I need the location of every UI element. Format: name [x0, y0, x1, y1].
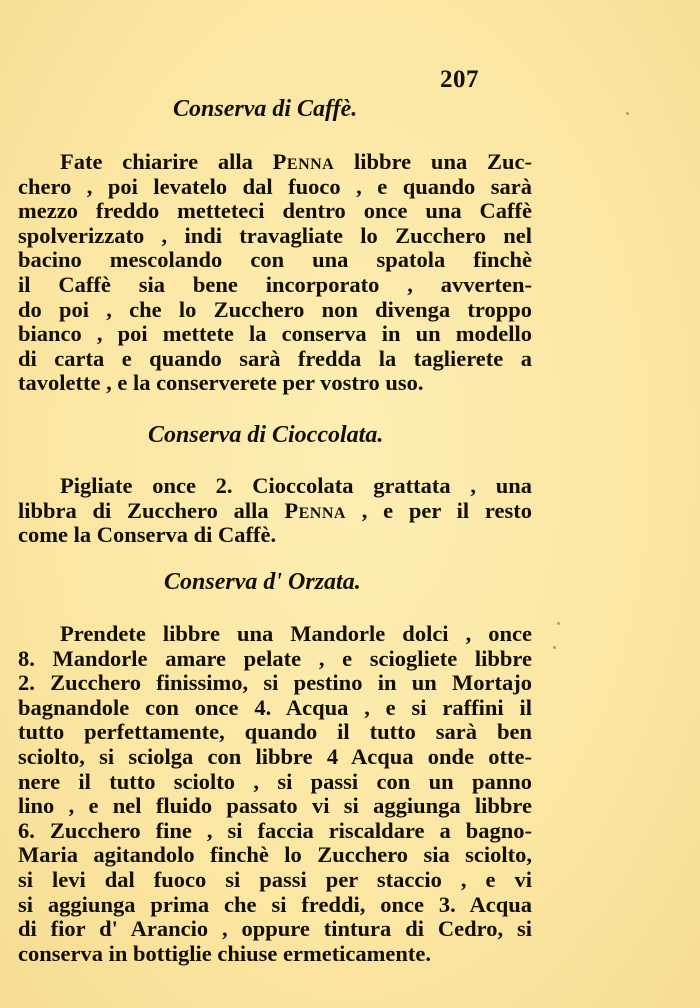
- text-segment: 2. Zucchero finissimo, si pestino in un Mortajo: [18, 671, 532, 696]
- text-segment: lino , e nel fluido passato vi si aggiunga libbre: [18, 794, 532, 819]
- text-line: [18, 647, 532, 672]
- text-segment: sciolto, si sciolga con libbre 4 Acqua onde otte-: [18, 744, 532, 769]
- text-segment: Maria agitandolo finchè lo Zucchero sia sciolto,: [18, 843, 532, 868]
- section-heading-caffe: Conserva di Caffè.: [173, 96, 358, 122]
- text-line: [18, 868, 532, 893]
- text-line: [18, 273, 532, 298]
- text-line: [18, 499, 532, 524]
- text-line: [18, 150, 532, 175]
- section-body-cioccolata: [18, 474, 532, 548]
- text-line: [18, 523, 532, 548]
- text-segment: bacino mescolando con una spatola finchè: [18, 248, 532, 273]
- text-line: [18, 794, 532, 819]
- text-line: [18, 720, 532, 745]
- text-segment: Pigliate once 2. Cioccolata grattata , una: [60, 474, 532, 498]
- text-line: [18, 819, 532, 844]
- text-line: [18, 322, 532, 347]
- paper-speck: [557, 622, 560, 625]
- text-segment: Fate chiarire alla: [60, 150, 273, 174]
- text-segment: mezzo freddo metteteci dentro once una Caffè: [18, 199, 532, 224]
- text-line: [18, 371, 532, 396]
- text-segment: come la Conserva di Caffè.: [18, 523, 277, 548]
- text-segment: Prendete libbre una Mandorle dolci , once: [60, 622, 532, 646]
- text-segment: si aggiunga prima che si freddi, once 3. Acqua: [18, 892, 532, 917]
- text-segment: 6. Zucchero fine , si faccia riscaldare a bagno-: [18, 818, 532, 843]
- text-segment: 8. Mandorle amare pelate , e sciogliete libbre: [18, 646, 532, 671]
- text-segment: chero , poi levatelo dal fuoco , e quando sarà: [18, 174, 532, 199]
- paper-speck: [553, 646, 556, 649]
- text-segment: do poi , che lo Zucchero non divenga troppo: [18, 297, 532, 322]
- section-heading-cioccolata: Conserva di Cioccolata.: [148, 422, 384, 448]
- text-segment: si levi dal fuoco si passi per staccio , e vi: [18, 867, 532, 892]
- text-line: [18, 745, 532, 770]
- text-line: [18, 175, 532, 200]
- text-line: [18, 298, 532, 323]
- text-segment: di carta e quando sarà fredda la taglierete a: [18, 346, 532, 371]
- text-line: [18, 199, 532, 224]
- text-line: [18, 248, 532, 273]
- text-line: [18, 942, 532, 967]
- text-line: [18, 770, 532, 795]
- text-segment: bagnandole con once 4. Acqua , e si raffini il: [18, 695, 532, 720]
- text-line: [18, 696, 532, 721]
- page-number: 207: [440, 66, 479, 93]
- small-caps-word: Penna: [272, 150, 335, 174]
- text-segment: , e per il resto: [345, 498, 532, 523]
- small-caps-word: Penna: [284, 498, 346, 523]
- text-line: [18, 917, 532, 942]
- text-segment: nere il tutto sciolto , si passi con un panno: [18, 769, 532, 794]
- text-line: [18, 671, 532, 696]
- section-body-orzata: [18, 622, 532, 966]
- text-segment: libbre una Zuc-: [334, 150, 532, 174]
- text-segment: libbra di Zucchero alla: [18, 498, 285, 523]
- text-segment: tavolette , e la conserverete per vostro uso.: [18, 371, 424, 396]
- text-line: [18, 474, 532, 499]
- text-segment: di fior d' Arancio , oppure tintura di Cedro, si: [18, 917, 532, 942]
- text-segment: tutto perfettamente, quando il tutto sarà ben: [18, 720, 532, 745]
- text-line: [18, 347, 532, 372]
- text-segment: conserva in bottiglie chiuse ermeticamente.: [18, 941, 432, 966]
- text-line: [18, 893, 532, 918]
- text-segment: il Caffè sia bene incorporato , avverten-: [18, 272, 532, 297]
- paper-speck: [626, 112, 629, 115]
- text-segment: bianco , poi mettete la conserva in un modello: [18, 322, 532, 347]
- text-segment: spolverizzato , indi travagliate lo Zucchero nel: [18, 223, 532, 248]
- text-line: [18, 843, 532, 868]
- text-line: [18, 224, 532, 249]
- section-heading-orzata: Conserva d' Orzata.: [164, 569, 361, 595]
- section-body-caffe: [18, 150, 532, 396]
- text-line: [18, 622, 532, 647]
